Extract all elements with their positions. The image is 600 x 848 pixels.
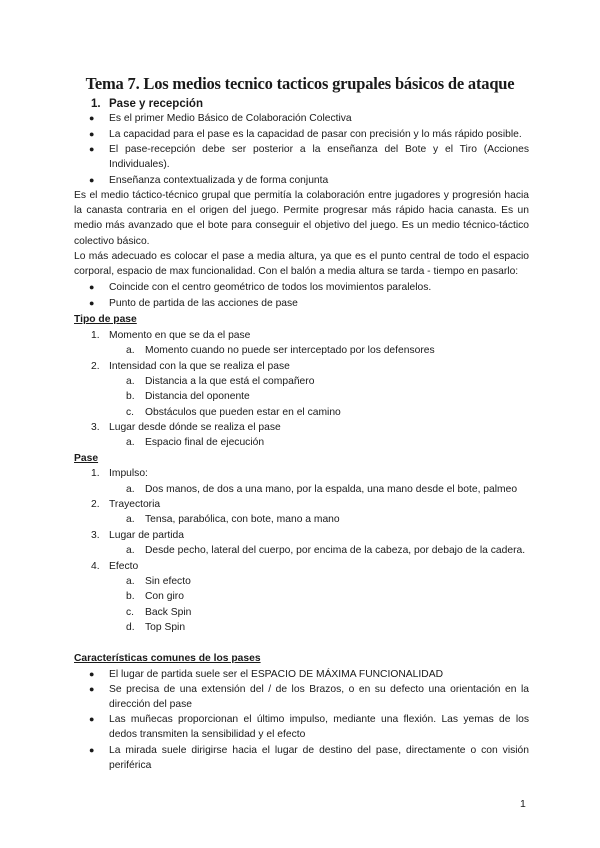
sub-letter: d. bbox=[126, 622, 135, 633]
bullet-dot-icon: ● bbox=[89, 684, 95, 694]
list-item: La capacidad para el pase es la capacidad de pasar con precisión y lo más rápido posible. bbox=[109, 129, 522, 140]
list-item: Es el primer Medio Básico de Colaboración Colectiva bbox=[109, 113, 352, 124]
sub-item: Dos manos, de dos a una mano, por la espalda, una mano desde el bote, palmeo bbox=[145, 484, 518, 495]
bullet-dot-icon: ● bbox=[89, 745, 95, 755]
list-item: Punto de partida de las acciones de pase bbox=[109, 298, 298, 309]
section-number: 1. bbox=[91, 98, 101, 110]
page-number: 1 bbox=[520, 798, 526, 810]
section-heading: Pase bbox=[74, 453, 99, 464]
sub-item: Distancia a la que está el compañero bbox=[145, 376, 315, 387]
bullet-dot-icon: ● bbox=[89, 129, 95, 139]
bullet-dot-icon: ● bbox=[89, 714, 95, 724]
list-item: Momento en que se da el pase bbox=[109, 330, 251, 341]
list-item: Trayectoria bbox=[109, 499, 161, 510]
paragraph: Lo más adecuado es colocar el pase a media altura, ya que es el punto central de todo el espacio corporal, espacio de max funcionalidad. Con el balón a media altura se tarda - tiempo en pasarlo: bbox=[74, 251, 529, 278]
list-item: Coincide con el centro geométrico de todos los movimientos paralelos. bbox=[109, 282, 432, 293]
sub-letter: a. bbox=[126, 545, 135, 556]
sub-letter: b. bbox=[126, 391, 135, 402]
sub-item: Tensa, parabólica, con bote, mano a mano bbox=[145, 514, 340, 525]
section-heading: Pase y recepción bbox=[109, 98, 203, 110]
sub-item: Espacio final de ejecución bbox=[145, 437, 265, 448]
sub-letter: a. bbox=[126, 484, 135, 495]
list-item: La mirada suele dirigirse hacia el lugar de destino del pase, directamente o con visión periférica bbox=[109, 745, 529, 772]
list-item: Efecto bbox=[109, 561, 139, 572]
section-heading: Tipo de pase bbox=[74, 314, 137, 325]
bullet-dot-icon: ● bbox=[89, 113, 95, 123]
sub-item: Desde pecho, lateral del cuerpo, por encima de la cabeza, por debajo de la cadera. bbox=[145, 545, 526, 556]
list-number: 3. bbox=[91, 530, 100, 541]
list-item: Lugar de partida bbox=[109, 530, 184, 541]
list-item: Intensidad con la que se realiza el pase bbox=[109, 361, 290, 372]
bullet-dot-icon: ● bbox=[89, 144, 95, 154]
list-number: 2. bbox=[91, 361, 100, 372]
document-title: Tema 7. Los medios tecnico tacticos grupales básicos de ataque bbox=[85, 74, 515, 93]
sub-letter: a. bbox=[126, 437, 135, 448]
sub-letter: b. bbox=[126, 591, 135, 602]
list-number: 2. bbox=[91, 499, 100, 510]
sub-item: Con giro bbox=[145, 591, 184, 602]
paragraph: Es el medio táctico-técnico grupal que permitía la colaboración entre jugadores y progresión hacia la canasta contraria en el origen del juego. Permite progresar más rápido hacia canasta. Es un medio más avanzado que el bote para conseguir el objetivo del juego. Es un medio técnico-táctico colectivo básico. bbox=[74, 190, 529, 247]
list-item: El pase-recepción debe ser posterior a la enseñanza del Bote y el Tiro (Acciones Individuales). bbox=[109, 144, 529, 171]
sub-letter: a. bbox=[126, 345, 135, 356]
list-item: Se precisa de una extensión del / de los Brazos, o en su defecto una orientación en la dirección del pase bbox=[109, 684, 529, 711]
sub-item: Top Spin bbox=[145, 622, 186, 633]
list-item: Lugar desde dónde se realiza el pase bbox=[109, 422, 281, 433]
sub-letter: a. bbox=[126, 514, 135, 525]
sub-item: Obstáculos que pueden estar en el camino bbox=[145, 407, 341, 418]
list-number: 1. bbox=[91, 330, 100, 341]
list-item: Enseñanza contextualizada y de forma conjunta bbox=[109, 175, 329, 186]
sub-item: Momento cuando no puede ser interceptado por los defensores bbox=[145, 345, 435, 356]
sub-item: Sin efecto bbox=[145, 576, 191, 587]
list-number: 3. bbox=[91, 422, 100, 433]
list-item: El lugar de partida suele ser el ESPACIO DE MÁXIMA FUNCIONALIDAD bbox=[109, 669, 443, 680]
bullet-dot-icon: ● bbox=[89, 298, 95, 308]
sub-item: Back Spin bbox=[145, 607, 192, 618]
sub-letter: a. bbox=[126, 376, 135, 387]
bullet-dot-icon: ● bbox=[89, 175, 95, 185]
bullet-dot-icon: ● bbox=[89, 669, 95, 679]
sub-item: Distancia del oponente bbox=[145, 391, 250, 402]
sub-letter: c. bbox=[126, 607, 135, 618]
list-number: 4. bbox=[91, 561, 100, 572]
list-item: Las muñecas proporcionan el último impulso, mediante una flexión. Las yemas de los dedos transmiten la sensibilidad y el efecto bbox=[109, 714, 529, 741]
list-item: Impulso: bbox=[109, 468, 148, 479]
section-heading: Características comunes de los pases bbox=[74, 653, 261, 664]
sub-letter: c. bbox=[126, 407, 135, 418]
sub-letter: a. bbox=[126, 576, 135, 587]
bullet-dot-icon: ● bbox=[89, 282, 95, 292]
list-number: 1. bbox=[91, 468, 100, 479]
